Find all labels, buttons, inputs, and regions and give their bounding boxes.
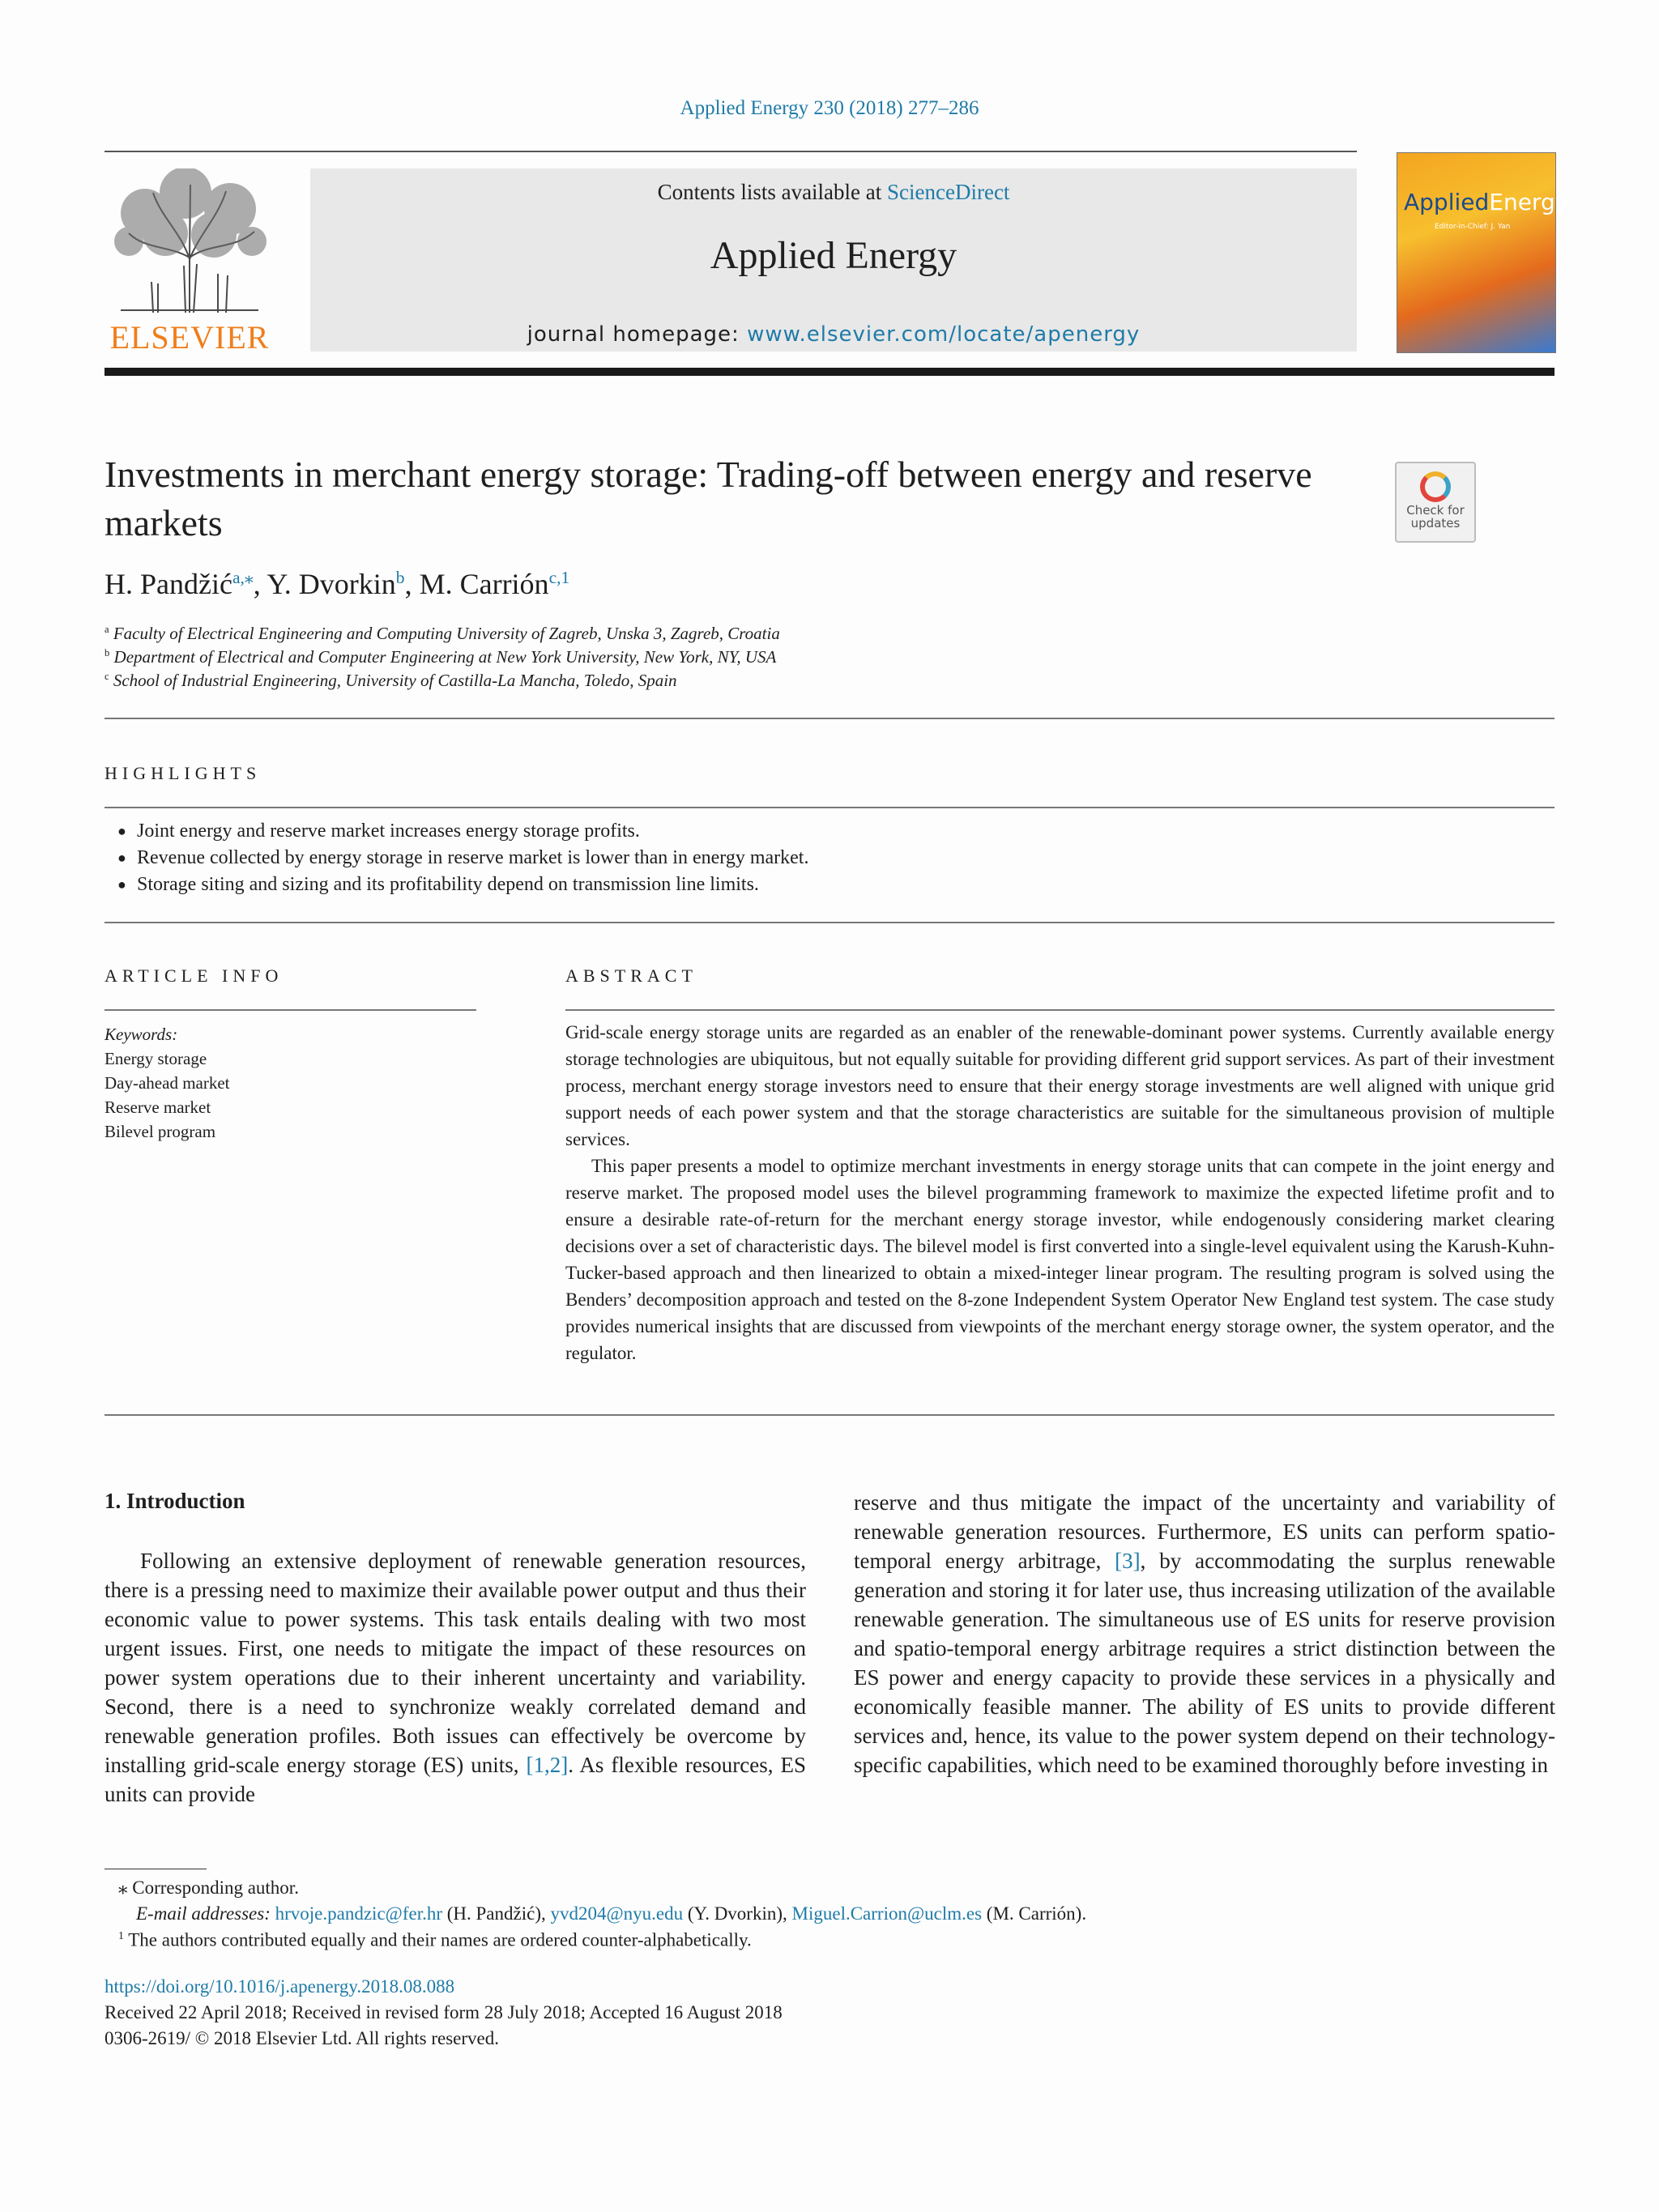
cover-title-energy: Energy (1489, 189, 1569, 215)
section-rule (104, 922, 1555, 923)
body-text: Following an extensive deployment of renewable generation resources, there is a pressing need to maximize their available power output and thus their economic value to power systems. This task entails dealing with two most urgent issues. First, one needs to mitigate the impact of these resources on power system operations due to their inherent uncertainty and variability. Second, there is a need to synchronize weakly correlated demand and renewable generation profiles. Both issues can effectively be overcome by installing grid-scale energy storage (ES) units, (104, 1549, 806, 1777)
header-thick-rule (104, 368, 1555, 376)
footnote-text: Corresponding author. (132, 1877, 299, 1898)
keyword: Day-ahead market (104, 1073, 230, 1093)
corresponding-author-note (118, 1877, 299, 1899)
body-column-left (104, 1546, 806, 1809)
highlight-item: ● Joint energy and reserve market increases energy storage profits. (104, 818, 808, 845)
section-rule (104, 718, 1555, 719)
email-link[interactable]: yvd204@nyu.edu (550, 1903, 684, 1924)
abstract-paragraph: This paper presents a model to optimize merchant investments in energy storage units that can compete in the joint energy and reserve market. The proposed model uses the bilevel programming framework to maximize the expected lifetime profit and to ensure a desirable rate-of-return for the merchant energy storage investor, while endogenously considering market clearing decisions over a set of characteristic days. The bilevel model is first converted into a single-level equivalent using the Karush-Kuhn-Tucker-based approach and then linearized to obtain a mixed-integer linear program. The resulting program is solved using the Benders’ decomposition approach and tested on the 8-zone Independent System Operator New England test system. The case study provides numerical insights that are discussed from viewpoints of the merchant energy storage owner, the system operator, and the regulator. (565, 1156, 1555, 1363)
affiliation (104, 624, 780, 644)
email-addresses-note (136, 1903, 1086, 1924)
affiliation (104, 671, 677, 691)
email-label: E-mail addresses: (136, 1903, 271, 1924)
footnote-text: The authors contributed equally and their names are ordered counter-alphabetically. (128, 1929, 752, 1950)
section-heading-introduction: 1. Introduction (104, 1489, 245, 1513)
contents-available-line (310, 180, 1357, 205)
paper-title: Investments in merchant energy storage: Trading-off between energy and reserve markets (104, 454, 1312, 543)
highlight-item: ● Storage siting and sizing and its profitability depend on transmission line limits. (104, 872, 808, 898)
keyword: Reserve market (104, 1097, 211, 1117)
keywords-label: Keywords: (104, 1025, 178, 1044)
abstract-paragraph: Grid-scale energy storage units are regarded as an enabler of the renewable-dominant power systems. Currently available energy storage technologies are ubiquitous, but not equally suitable for providing different grid support services. As part of their investment process, merchant energy storage investors need to ensure that their energy storage investments are well aligned with unique grid support needs of each power system and that the storage characteristics are suitable for the simultaneous provision of multiple services. (565, 1022, 1555, 1149)
cover-subtitle: Editor-in-Chief: J. Yan (1435, 223, 1511, 231)
received-dates: Received 22 April 2018; Received in revised form 28 July 2018; Accepted 16 August 2018 (104, 2002, 783, 2022)
author-name: H. Pandžić (104, 568, 232, 600)
header-rule (104, 151, 1357, 152)
section-rule (104, 1414, 1555, 1416)
elsevier-logo (104, 168, 275, 356)
affiliation-text: School of Industrial Engineering, University of Castilla-La Mancha, Toledo, Spain (113, 671, 677, 690)
elsevier-wordmark: ELSEVIER (109, 319, 270, 356)
cover-title (1404, 189, 1568, 215)
citation-link[interactable]: [1,2] (526, 1753, 569, 1777)
affiliation-mark: b (104, 647, 110, 658)
keyword: Bilevel program (104, 1122, 216, 1141)
sciencedirect-link[interactable]: ScienceDirect (887, 180, 1010, 204)
journal-banner (310, 168, 1357, 352)
affiliation-mark: c (104, 671, 109, 682)
email-owner: (M. Carrión). (982, 1903, 1087, 1924)
keywords-block (104, 1022, 230, 1144)
homepage-prefix: journal homepage: (527, 322, 748, 347)
email-owner: (Y. Dvorkin), (683, 1903, 792, 1924)
email-owner: (H. Pandžić), (442, 1903, 551, 1924)
author-affiliation-mark[interactable]: b (395, 568, 405, 587)
highlights-list (104, 818, 808, 898)
author-affiliation-mark[interactable]: a,⁎ (232, 568, 254, 587)
journal-reference-link[interactable]: Applied Energy 230 (2018) 277–286 (680, 97, 979, 119)
highlights-heading: HIGHLIGHTS (104, 763, 262, 783)
body-text: . As flexible resources, ES units can provide (104, 1753, 806, 1806)
body-text: reserve and thus mitigate the impact of the uncertainty and variability of renewable generation resources. Furthermore, ES units can perform spatio-temporal energy arbitrage, (854, 1490, 1555, 1573)
article-info-heading: ARTICLE INFO (104, 965, 284, 986)
tree-icon (104, 168, 275, 314)
contribution-note (118, 1929, 752, 1951)
email-link[interactable]: Miguel.Carrion@uclm.es (791, 1903, 983, 1924)
body-text: , by accommodating the surplus renewable generation and storing it for later use, thus increasing utilization of the available renewable generation. The simultaneous use of ES units for reserve provision and spatio-temporal energy arbitrage requires a strict distinction between the ES power and energy capacity to provide these services in a physically and economically feasible manner. The ability of ES units to provide different services and, hence, its value to the power system depend on their technology-specific capabilities, which need to be examined thoroughly before investing in (854, 1549, 1555, 1777)
journal-cover-thumbnail[interactable] (1397, 152, 1569, 353)
journal-homepage-line (310, 322, 1357, 347)
highlight-item: ● Revenue collected by energy storage in reserve market is lower than in energy market. (104, 845, 808, 872)
journal-title: Applied Energy (710, 234, 957, 277)
contents-prefix: Contents lists available at (657, 180, 888, 204)
footnote-mark: ⁎ (118, 1877, 128, 1898)
author-list: H. Pandžić$^{a,⁎}$, Y. Dvorkin$^b$, M. Carrión$^{c,1}$ (104, 568, 570, 600)
copyright-line: 0306-2619/ © 2018 Elsevier Ltd. All rights reserved. (104, 2028, 499, 2048)
affiliation-mark: a (104, 624, 109, 635)
author-name: M. Carrión (419, 568, 549, 600)
article-info-rule (104, 1009, 476, 1011)
doi-link[interactable]: https://doi.org/10.1016/j.apenergy.2018.08.088 (104, 1976, 455, 1997)
abstract-body (565, 1019, 1555, 1366)
check-for-updates-icon (1420, 471, 1451, 502)
author-name: Y. Dvorkin (267, 568, 396, 600)
email-link[interactable]: hrvoje.pandzic@fer.hr (275, 1903, 442, 1924)
body-column-right (854, 1488, 1555, 1779)
affiliation-text: Faculty of Electrical Engineering and Computing University of Zagreb, Unska 3, Zagreb, Croatia (113, 624, 780, 643)
footnote-mark: 1 (118, 1929, 124, 1941)
affiliation-text: Department of Electrical and Computer Engineering at New York University, New York, NY, USA (113, 647, 777, 667)
abstract-rule (565, 1009, 1555, 1011)
check-for-updates-button[interactable] (1395, 462, 1476, 543)
cover-title-applied: Applied (1404, 189, 1490, 215)
keyword: Energy storage (104, 1049, 207, 1068)
check-for-updates-label: Check for updates (1406, 503, 1465, 531)
homepage-link[interactable]: www.elsevier.com/locate/apenergy (747, 322, 1141, 347)
abstract-heading: ABSTRACT (565, 965, 697, 986)
citation-link[interactable]: [3] (1115, 1549, 1141, 1573)
affiliation (104, 647, 776, 667)
section-rule (104, 807, 1555, 808)
author-affiliation-mark[interactable]: c,1 (548, 568, 570, 587)
